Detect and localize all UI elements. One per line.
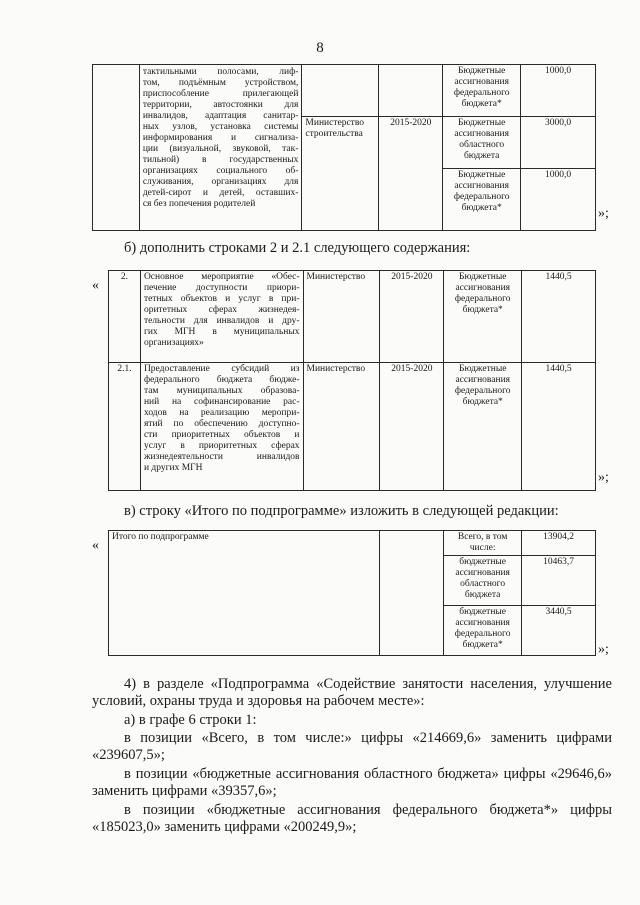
period-cell-empty: [379, 65, 443, 117]
executor: Министерство строительства: [302, 117, 379, 231]
funding-amount: 1000,0: [521, 169, 596, 231]
close-quote-mark: »;: [598, 470, 609, 485]
funding-source: бюджетные ассигнования областного бюджета: [444, 556, 522, 606]
funding-amount: 1000,0: [521, 65, 596, 117]
period: 2015-2020: [380, 271, 444, 363]
paragraph-section-4: 4) в разделе «Подпрограмма «Содействие занятости населения, улучшение условий, охраны труда и здоровья на рабочем месте»:: [92, 676, 612, 709]
table-new-rows: [108, 270, 596, 491]
funding-source: Бюджетные ассигнования федерального бюджета*: [443, 169, 521, 231]
table-row: [109, 271, 596, 363]
funding-source: Бюджетные ассигнования федерального бюджета*: [444, 363, 522, 491]
row-number: 2.: [109, 271, 141, 363]
paragraph-position-federal: в позиции «бюджетные ассигнования федерального бюджета*» цифры «185023,0» заменить цифрами «200249,9»;: [92, 802, 612, 835]
executor-cell-empty: [302, 65, 379, 117]
funding-source: Бюджетные ассигнования федерального бюджета*: [443, 65, 521, 117]
funding-amount: 3440,5: [522, 606, 596, 656]
funding-amount: 1440,5: [522, 363, 596, 491]
period-cell-empty: [380, 531, 444, 656]
executor: Министерство: [303, 271, 380, 363]
measure-description: тактильными полосами, лиф- том, подъёмным устройством, приспособление прилегающей территории, автостоянки для инвалидов, адаптация санитар- ных узлов, установка системы информирования и сигнализа- ции (визуальной, звуковой, так- тильной) в государственных организациях социального об- служивания, организациях для детей-сирот и детей, оставших- ся без попечения родителей: [139, 65, 302, 231]
funding-amount: 10463,7: [522, 556, 596, 606]
open-quote-mark: «: [92, 278, 99, 293]
funding-source: Бюджетные ассигнования федерального бюджета*: [444, 271, 522, 363]
table-row: [109, 363, 596, 491]
row-number: 2.1.: [109, 363, 141, 491]
close-quote-mark: »;: [598, 642, 609, 657]
close-quote-mark: »;: [598, 206, 609, 221]
heading-b: б) дополнить строками 2 и 2.1 следующего содержания:: [124, 240, 471, 256]
funding-amount: 3000,0: [521, 117, 596, 169]
funding-source: Бюджетные ассигнования областного бюджета: [443, 117, 521, 169]
total-label: Итого по подпрограмме: [109, 531, 380, 656]
period: 2015-2020: [380, 363, 444, 491]
period: 2015-2020: [379, 117, 443, 231]
heading-v: в) строку «Итого по подпрограмме» изложить в следующей редакции:: [124, 503, 559, 519]
row-number-cell: [93, 65, 140, 231]
table-total: [108, 530, 596, 656]
funding-amount: 1440,5: [522, 271, 596, 363]
funding-source: Всего, в том числе:: [444, 531, 522, 556]
funding-amount: 13904,2: [522, 531, 596, 556]
paragraph-position-total: в позиции «Всего, в том числе:» цифры «214669,6» заменить цифрами «239607,5»;: [92, 730, 612, 763]
executor: Министерство: [303, 363, 380, 491]
paragraph-item-a: а) в графе 6 строки 1:: [124, 712, 257, 728]
measure-description: Основное мероприятие «Обес- печение доступности приори- тетных объектов и услуг в при- оритетных сферах жизнедея- тельности для инвалидов и дру- гих МГН в муниципальных организациях»: [140, 271, 303, 363]
paragraph-position-regional: в позиции «бюджетные ассигнования областного бюджета» цифры «29646,6» заменить цифрами «39357,6»;: [92, 766, 612, 799]
measure-description: Предоставление субсидий из федерального бюджета бюдже- там муниципальных образова- ний на софинансирование рас- ходов на реализацию меропри- ятий по обеспечению доступно- сти приоритетных объектов и услуг в приоритетных сферах жизнедеятельности инвалидов и других МГН: [140, 363, 303, 491]
page-number: 8: [316, 40, 324, 56]
table-continuation: [92, 64, 596, 231]
funding-source: бюджетные ассигнования федерального бюджета*: [444, 606, 522, 656]
open-quote-mark: «: [92, 538, 99, 553]
